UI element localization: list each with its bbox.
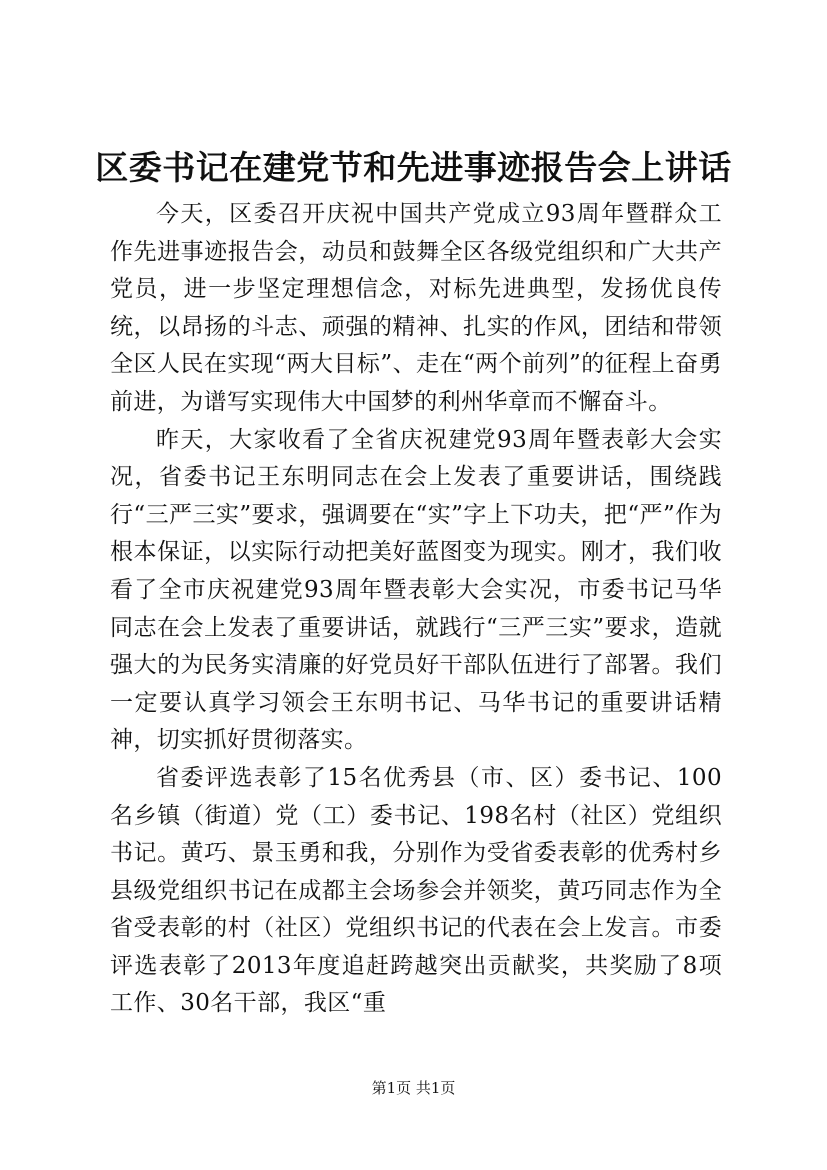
paragraph-1: 今天，区委召开庆祝中国共产党成立93周年暨群众工作先进事迹报告会，动员和鼓舞全区各级党组织和广大共产党员，进一步坚定理想信念，对标先进典型，发扬优良传统，以昂扬的斗志、顽强的精神、扎实的作风，团结和带领全区人民在实现“两大目标”、走在“两个前列”的征程上奋勇前进，为谱写实现伟大中国梦的利州华章而不懈奋斗。 [110, 201, 722, 415]
paragraph-2: 昨天，大家收看了全省庆祝建党93周年暨表彰大会实况，省委书记王东明同志在会上发表了重要讲话，围绕践行“三严三实”要求，强调要在“实”字上下功夫，把“严”作为根本保证，以实际行动把美好蓝图变为现实。刚才，我们收看了全市庆祝建党93周年暨表彰大会实况，市委书记马华同志在会上发表了重要讲话，就践行“三严三实”要求，造就强大的为民务实清廉的好党员好干部队伍进行了部署。我们一定要认真学习领会王东明书记、马华书记的重要讲话精神，切实抓好贯彻落实。 [110, 426, 722, 754]
page-footer: 第1页 共1页 [371, 1079, 456, 1097]
paragraph-3: 省委评选表彰了15名优秀县（市、区）委书记、100名乡镇（街道）党（工）委书记、198名村（社区）党组织书记。黄巧、景玉勇和我，分别作为受省委表彰的优秀村乡县级党组织书记在成都主会场参会并领奖，黄巧同志作为全省受表彰的村（社区）党组织书记的代表在会上发言。市委评选表彰了2013年度追赶跨越突出贡献奖，共奖励了8项工作、30名干部，我区“重 [110, 764, 722, 1017]
document-body [110, 196, 722, 1023]
document-title: 区委书记在建党节和先进事迹报告会上讲话 [95, 148, 732, 187]
